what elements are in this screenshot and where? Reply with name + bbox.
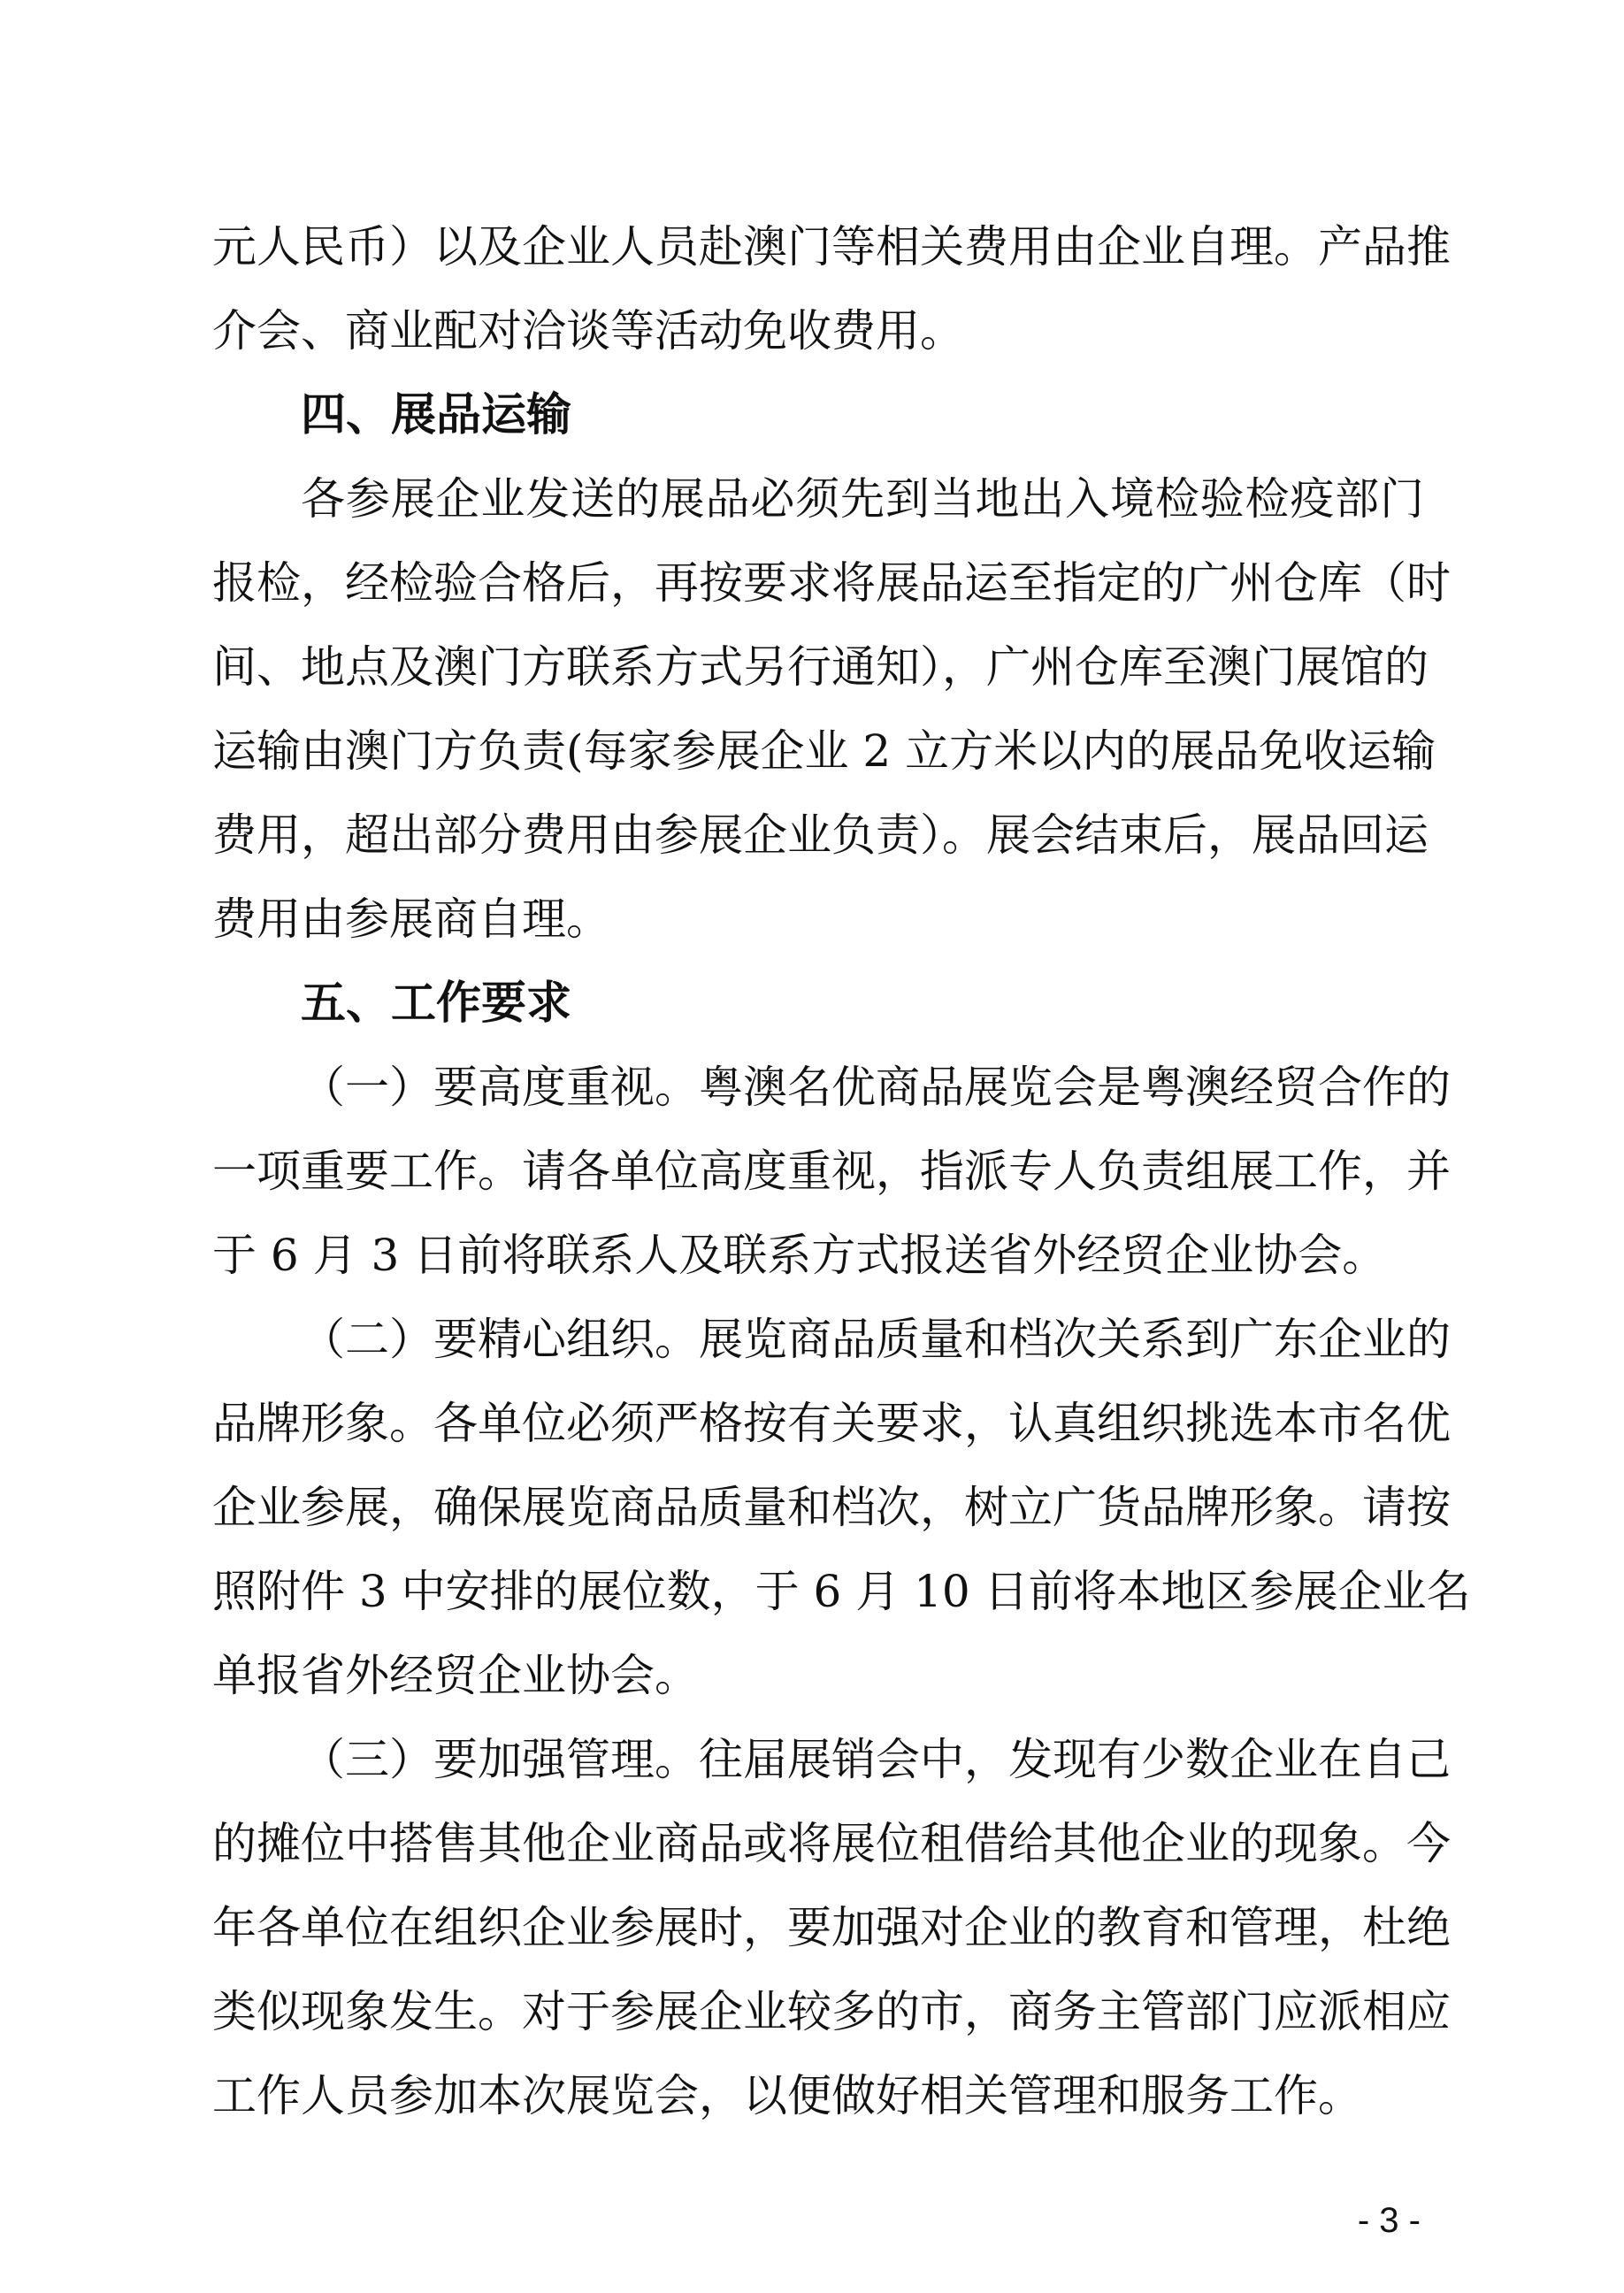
text-line: 报检，经检验合格后，再按要求将展品运至指定的广州仓库（时 xyxy=(212,557,1451,609)
text-line: （一）要高度重视。粤澳名优商品展览会是粤澳经贸合作的 xyxy=(301,1062,1451,1113)
text-line: 费用，超出部分费用由参展企业负责）。展会结束后，展品回运 xyxy=(212,809,1429,861)
text-line: 运输由澳门方负责(每家参展企业 2 立方米以内的展品免收运输 xyxy=(212,725,1436,777)
text-line: 年各单位在组织企业参展时，要加强对企业的教育和管理，杜绝 xyxy=(212,1902,1451,1953)
text-line: 企业参展，确保展览商品质量和档次，树立广货品牌形象。请按 xyxy=(212,1482,1451,1533)
section-heading-exhibit-transport: 四、展品运输 xyxy=(301,389,572,441)
text-line: 介会、商业配对洽谈等活动免收费用。 xyxy=(212,305,964,357)
text-line: （二）要精心组织。展览商品质量和档次关系到广东企业的 xyxy=(301,1314,1451,1365)
text-line: 间、地点及澳门方联系方式另行通知），广州仓库至澳门展馆的 xyxy=(212,641,1429,693)
text-line: 工作人员参加本次展览会，以便做好相关管理和服务工作。 xyxy=(212,2070,1362,2121)
text-line: （三）要加强管理。往届展销会中，发现有少数企业在自己 xyxy=(301,1734,1451,1785)
text-line: 元人民币）以及企业人员赴澳门等相关费用由企业自理。产品推 xyxy=(212,221,1451,272)
page-number: - 3 - xyxy=(1357,2201,1421,2240)
text-line: 照附件 3 中安排的展位数，于 6 月 10 日前将本地区参展企业名 xyxy=(212,1566,1471,1617)
section-heading-work-requirements: 五、工作要求 xyxy=(301,978,572,1030)
text-line: 一项重要工作。请各单位高度重视，指派专人负责组展工作，并 xyxy=(212,1146,1451,1197)
text-line: 于 6 月 3 日前将联系人及联系方式报送省外经贸企业协会。 xyxy=(212,1230,1387,1281)
text-line: 费用由参展商自理。 xyxy=(212,893,610,945)
text-line: 单报省外经贸企业协会。 xyxy=(212,1650,699,1701)
text-line: 各参展企业发送的展品必须先到当地出入境检验检疫部门 xyxy=(301,473,1424,525)
text-line: 品牌形象。各单位必须严格按有关要求，认真组织挑选本市名优 xyxy=(212,1398,1451,1449)
text-line: 类似现象发生。对于参展企业较多的市，商务主管部门应派相应 xyxy=(212,1986,1451,2037)
text-line: 的摊位中搭售其他企业商品或将展位租借给其他企业的现象。今 xyxy=(212,1818,1451,1869)
